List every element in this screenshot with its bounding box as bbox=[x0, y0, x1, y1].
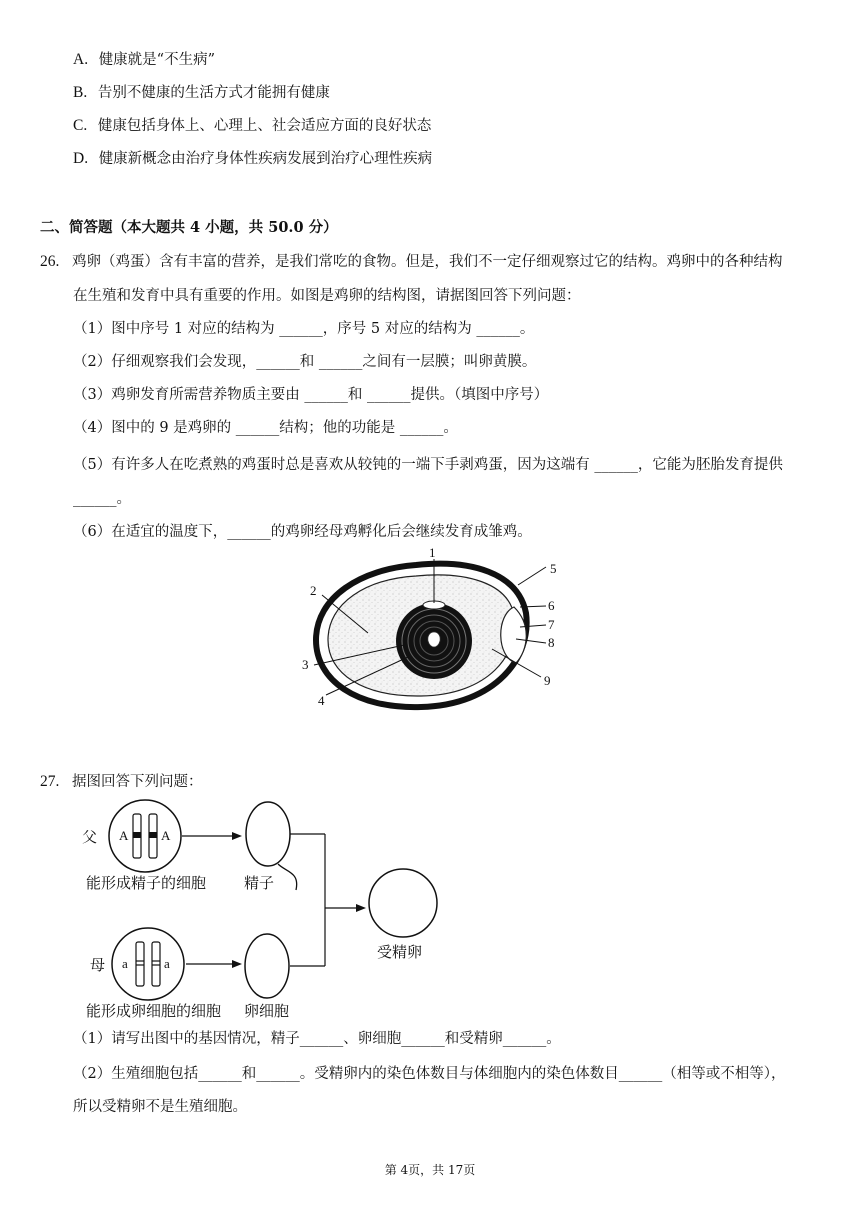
page-footer: 第 4页，共 17页 bbox=[384, 1163, 476, 1177]
q26-sub1: （1）图中序号 1 对应的结构为 ______，序号 5 对应的结构为 ______。 bbox=[73, 321, 535, 337]
q26-stem-line1 bbox=[40, 252, 782, 272]
mother-cell-label: 能形成卵细胞的细胞 bbox=[86, 1002, 222, 1020]
mother-allele-right: a bbox=[164, 956, 170, 971]
q27-sub2-line2: 所以受精卵不是生殖细胞。 bbox=[73, 1099, 247, 1115]
q26-stem-line2: 在生殖和发育中具有重要的作用。如图是鸡卵的结构图，请据图回答下列问题： bbox=[73, 288, 581, 304]
egg-label-4: 4 bbox=[318, 693, 325, 708]
q26-sub6: （6）在适宜的温度下，______的鸡卵经母鸡孵化后会继续发育成雏鸡。 bbox=[73, 524, 532, 540]
question-stem: 据图回答下列问题： bbox=[71, 774, 203, 790]
q27-sub2-line1: （2）生殖细胞包括______和______。受精卵内的染色体数目与体细胞内的染色体数目______（相等或不相等）， bbox=[73, 1066, 786, 1082]
option-text: 健康新概念由治疗身体性疾病发展到治疗心理性疾病 bbox=[98, 151, 433, 167]
question-number: 26. bbox=[40, 253, 60, 270]
zygote-label: 受精卵 bbox=[377, 943, 423, 961]
option-text: 健康就是“不生病” bbox=[98, 52, 216, 68]
mother-allele-left: a bbox=[122, 956, 128, 971]
q27-stem bbox=[40, 772, 202, 792]
egg-label-7: 7 bbox=[548, 617, 555, 632]
sperm-label: 精子 bbox=[244, 874, 275, 892]
q26-sub3: （3）鸡卵发育所需营养物质主要由 ______和 ______提供。（填图中序号） bbox=[73, 387, 549, 403]
question-stem: 鸡卵（鸡蛋）含有丰富的营养，是我们常吃的食物。但是，我们不一定仔细观察过它的结构。鸡卵中的各种结构 bbox=[71, 254, 783, 270]
father-allele-right: A bbox=[161, 828, 171, 843]
sperm-cell bbox=[246, 802, 290, 866]
egg-label-6: 6 bbox=[548, 598, 555, 613]
father-label: 父 bbox=[82, 828, 98, 846]
sperm-tail bbox=[278, 864, 297, 890]
mother-label: 母 bbox=[90, 956, 106, 974]
option-letter: D. bbox=[73, 150, 89, 167]
egg-label-9: 9 bbox=[544, 673, 551, 688]
egg-label-3: 3 bbox=[302, 657, 309, 672]
q26-sub5-line1: （5）有许多人在吃煮熟的鸡蛋时总是喜欢从较钝的一端下手剥鸡蛋，因为这端有 ______，它能为胚胎发育提供 bbox=[73, 457, 783, 473]
q26-sub4: （4）图中的 9 是鸡卵的 ______结构；他的功能是 ______。 bbox=[73, 420, 458, 436]
egg-label-1: 1 bbox=[429, 545, 436, 560]
question-number: 27. bbox=[40, 773, 60, 790]
option-text: 健康包括身体上、心理上、社会适应方面的良好状态 bbox=[97, 118, 432, 134]
option-b bbox=[73, 83, 330, 103]
egg-label-5: 5 bbox=[550, 561, 557, 576]
option-letter: C. bbox=[73, 117, 88, 134]
section-title: 二、简答题（本大题共 4 小题，共 50.0 分） bbox=[40, 219, 338, 236]
option-letter: B. bbox=[73, 84, 88, 101]
option-d bbox=[73, 149, 432, 169]
egg-label-2: 2 bbox=[310, 583, 317, 598]
egg-structure-diagram bbox=[296, 545, 596, 715]
q27-sub1: （1）请写出图中的基因情况，精子______、卵细胞______和受精卵______。 bbox=[73, 1031, 561, 1047]
q26-sub2: （2）仔细观察我们会发现，______和 ______之间有一层膜；叫卵黄膜。 bbox=[73, 354, 537, 370]
egg-label-8: 8 bbox=[548, 635, 555, 650]
option-letter: A. bbox=[73, 51, 89, 68]
father-allele-left: A bbox=[119, 828, 129, 843]
q26-sub5-line2: ______。 bbox=[73, 491, 131, 507]
egg-cell-label: 卵细胞 bbox=[244, 1002, 290, 1020]
option-c bbox=[73, 116, 431, 136]
father-cell-label: 能形成精子的细胞 bbox=[86, 874, 207, 892]
option-text: 告别不健康的生活方式才能拥有健康 bbox=[97, 85, 330, 101]
fertilization-diagram bbox=[72, 798, 472, 1023]
option-a bbox=[73, 50, 215, 70]
zygote bbox=[369, 869, 437, 937]
egg-cell bbox=[245, 934, 289, 998]
